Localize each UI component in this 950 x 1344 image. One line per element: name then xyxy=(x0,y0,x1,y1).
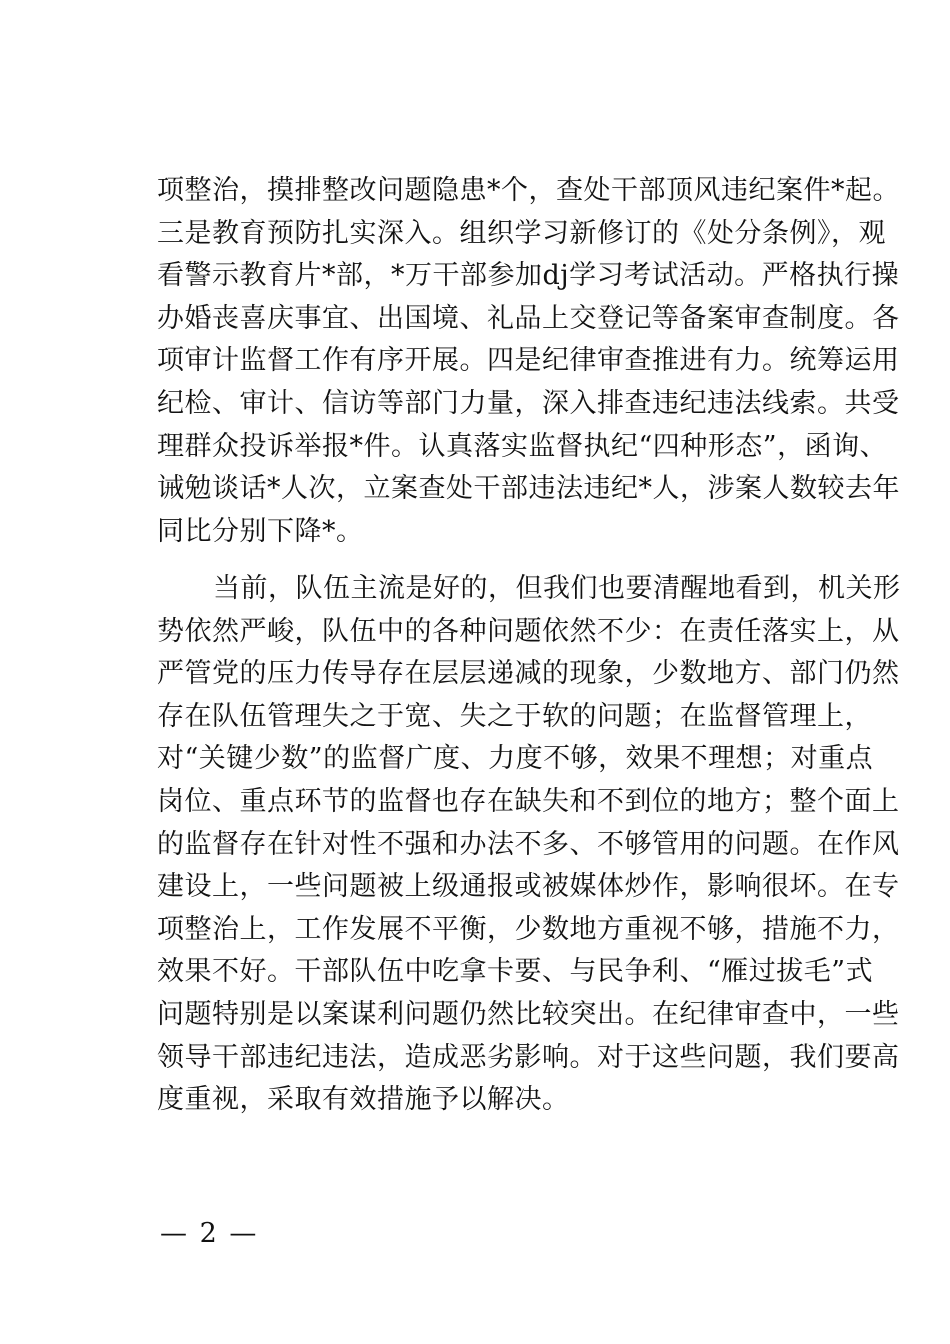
paragraph-1-line: 纪检、审计、信访等部门力量，深入排查违纪违法线索。共受 xyxy=(157,387,900,419)
paragraph-2-line: 岗位、重点环节的监督也存在缺失和不到位的地方；整个面上 xyxy=(157,785,900,817)
paragraph-2 xyxy=(157,568,901,1122)
paragraph-2-line: 的监督存在针对性不强和办法不多、不够管用的问题。在作风 xyxy=(157,828,900,860)
paragraph-1-line: 项审计监督工作有序开展。四是纪律审查推进有力。统筹运用 xyxy=(157,345,900,377)
paragraph-2-line: 项整治上，工作发展不平衡，少数地方重视不够，措施不力， xyxy=(157,913,900,945)
paragraph-2-line: 对“关键少数”的监督广度、力度不够，效果不理想；对重点 xyxy=(157,743,874,775)
paragraph-1-line: 同比分别下降*。 xyxy=(157,515,364,547)
paragraph-1-line: 理群众投诉举报*件。认真落实监督执纪“四种形态”，函询、 xyxy=(157,430,888,462)
paragraph-2-line: 效果不好。干部队伍中吃拿卡要、与民争利、“雁过拔毛”式 xyxy=(157,956,874,988)
paragraph-2-line: 问题特别是以案谋利问题仍然比较突出。在纪律审查中，一些 xyxy=(157,998,900,1030)
paragraph-1-line: 项整治，摸排整改问题隐患*个，查处干部顶风违纪案件*起。 xyxy=(157,175,900,206)
paragraph-2-line: 当前，队伍主流是好的，但我们也要清醒地看到，机关形 xyxy=(213,573,901,604)
paragraph-2-line: 领导干部违纪违法，造成恶劣影响。对于这些问题，我们要高 xyxy=(157,1041,900,1073)
paragraph-1-line: 三是教育预防扎实深入。组织学习新修订的《处分条例》，观 xyxy=(157,217,886,249)
paragraph-2-line: 势依然严峻，队伍中的各种问题依然不少：在责任落实上，从 xyxy=(157,615,900,647)
paragraph-1 xyxy=(157,170,900,553)
paragraph-2-line: 建设上，一些问题被上级通报或被媒体炒作，影响很坏。在专 xyxy=(157,871,900,903)
paragraph-1-line: 诫勉谈话*人次，立案查处干部违法违纪*人，涉案人数较去年 xyxy=(157,473,900,505)
paragraph-2-line: 度重视，采取有效措施予以解决。 xyxy=(157,1084,570,1116)
page-number: — 2 — xyxy=(160,1218,259,1249)
paragraph-1-line: 看警示教育片*部，*万干部参加dj学习考试活动。严格执行操 xyxy=(157,260,900,292)
paragraph-2-line: 存在队伍管理失之于宽、失之于软的问题；在监督管理上， xyxy=(157,700,872,732)
paragraph-1-line: 办婚丧喜庆事宜、出国境、礼品上交登记等备案审查制度。各 xyxy=(157,302,900,334)
paragraph-2-line: 严管党的压力传导存在层层递减的现象，少数地方、部门仍然 xyxy=(157,658,900,690)
